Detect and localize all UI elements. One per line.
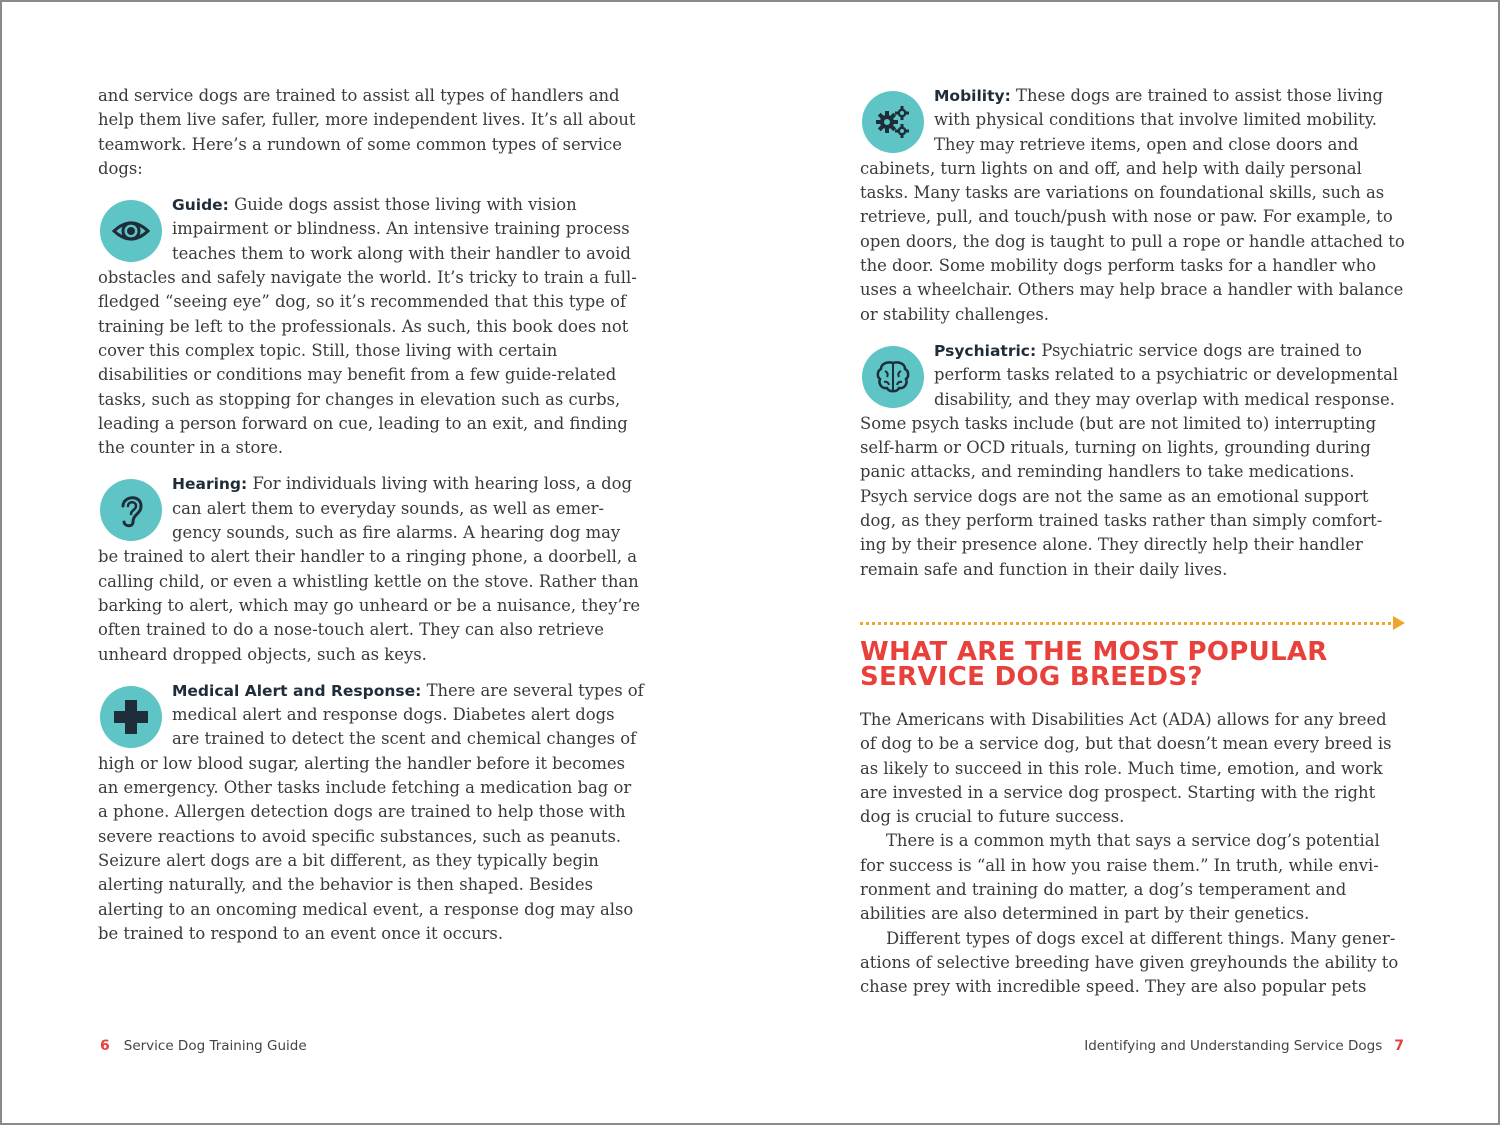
mobility-dog-entry xyxy=(860,84,1405,327)
left-column xyxy=(98,84,644,958)
left-page-number: 6 xyxy=(100,1038,110,1054)
guide-dog-entry xyxy=(98,193,644,460)
left-footer xyxy=(100,1038,307,1054)
psychiatric-dog-entry xyxy=(860,339,1405,582)
breeds-paragraph-3: Different types of dogs excel at different things. Many gener-ations of selective breeding have given greyhounds the ability to chase prey with incredible speed. They are also popular pets xyxy=(860,928,1399,997)
medical-text: There are several types of medical alert and response dogs. Diabetes alert dogs are trained to detect the scent and chemical changes of high or low blood sugar, alerting the handler before it becomes an emergency. Other tasks include fetching a medication bag or a phone. Allergen detection dogs are trained to help those with severe reactions to avoid specific substances, such as peanuts. Seizure alert dogs are a bit different, as they typically begin alerting naturally, and the behavior is then shaped. Besides alerting to an oncoming medical event, a response dog may also be trained to respond to an event once it occurs. xyxy=(98,680,644,943)
ear-icon xyxy=(100,479,162,541)
guide-text: Guide dogs assist those living with vision impairment or blindness. An intensive training process teaches them to work along with their handler to avoid obstacles and safely navigate the world. It’s tricky to train a full-fledged “seeing eye” dog, so it’s recommended that this type of training be left to the professionals. As such, this book does not cover this complex topic. Still, those living with certain disabilities or conditions may benefit from a few guide-related tasks, such as stopping for changes in elevation such as curbs, leading a person forward on cue, leading to an exit, and finding the counter in a store. xyxy=(98,195,637,458)
right-running-title: Identifying and Understanding Service Dogs xyxy=(1084,1038,1383,1054)
breeds-paragraph-1: The Americans with Disabilities Act (ADA) allows for any breed of dog to be a service dog, but that doesn’t mean every breed is as likely to succeed in this role. Much time, emotion, and work are invested in a service dog prospect. Starting with the right dog is crucial to future success. xyxy=(860,709,1392,827)
gears-icon xyxy=(862,91,924,153)
section-divider xyxy=(860,616,1405,630)
left-running-title: Service Dog Training Guide xyxy=(123,1038,307,1054)
psychiatric-term: Psychiatric: xyxy=(934,341,1037,360)
right-column xyxy=(860,84,1405,1000)
hearing-dog-entry xyxy=(98,472,644,666)
right-footer xyxy=(1084,1038,1404,1054)
right-page xyxy=(750,2,1498,1123)
medical-cross-icon xyxy=(100,686,162,748)
psychiatric-text: Psychiatric service dogs are trained to perform tasks related to a psychiatric or developmental disability, and they may overlap with medical response. Some psych tasks include (but are not limited to) interrupting self-harm or OCD rituals, turning on lights, grounding during panic attacks, and reminding handlers to take medications. Psych service dogs are not the same as an emotional support dog, as they perform trained tasks rather than simply comfort-ing by their presence alone. They directly help their handler remain safe and function in their daily lives. xyxy=(860,340,1399,579)
guide-term: Guide: xyxy=(172,196,229,215)
brain-icon xyxy=(862,346,924,408)
mobility-term: Mobility: xyxy=(934,87,1011,105)
breeds-paragraph-2: There is a common myth that says a service dog’s potential for success is “all in how you raise them.” In truth, while envi-ronment and training do matter, a dog’s temperament and abilities are also determined in part by their genetics. xyxy=(860,831,1380,924)
hearing-text: For individuals living with hearing loss, a dog can alert them to everyday sounds, as well as emer-gency sounds, such as fire alarms. A hearing dog may be trained to alert their handler to a ringing phone, a doorbell, a calling child, or even a whistling kettle on the stove. Rather than barking to alert, which may go unheard or be a nuisance, they’re often trained to do a nose-touch alert. They can also retrieve unheard dropped objects, such as keys. xyxy=(98,474,641,664)
section-heading: WHAT ARE THE MOST POPULAR SERVICE DOG BREEDS? xyxy=(860,636,1328,692)
arrow-icon xyxy=(1393,616,1405,630)
eye-icon xyxy=(100,200,162,262)
medical-term: Medical Alert and Response: xyxy=(172,681,422,700)
intro-paragraph: and service dogs are trained to assist all types of handlers and help them live safer, fuller, more independent lives. It’s all about teamwork. Here’s a rundown of some common types of service dogs: xyxy=(98,86,636,178)
right-page-number: 7 xyxy=(1394,1038,1404,1054)
medical-alert-entry xyxy=(98,679,644,946)
left-page xyxy=(2,2,750,1123)
hearing-term: Hearing: xyxy=(172,475,248,494)
dotted-line xyxy=(860,622,1391,625)
mobility-text: These dogs are trained to assist those living with physical conditions that involve limited mobility. They may retrieve items, open and close doors and cabinets, turn lights on and off, and help with daily personal tasks. Many tasks are variations on foundational skills, such as retrieve, pull, and touch/push with nose or paw. For example, to open doors, the dog is taught to pull a rope or handle attached to the door. Some mobility dogs perform tasks for a handler who uses a wheelchair. Others may help brace a handler with balance or stability challenges. xyxy=(860,86,1405,324)
